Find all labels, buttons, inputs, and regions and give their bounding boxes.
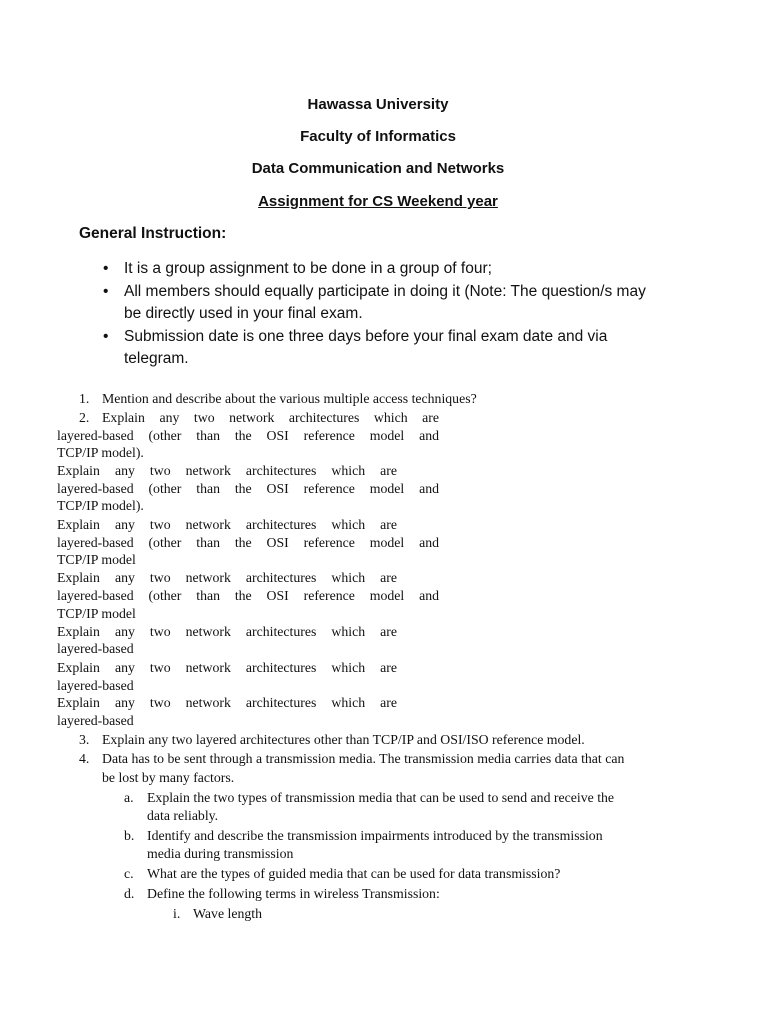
question-2-line: layered-based (other than the OSI reference model and bbox=[57, 481, 439, 496]
question-2-line: layered-based (other than the OSI reference model and bbox=[57, 535, 439, 550]
instruction-list bbox=[98, 258, 688, 371]
instruction-text: telegram. bbox=[124, 350, 189, 367]
course-title: Data Communication and Networks bbox=[251, 160, 505, 177]
assignment-title-text: Assignment for CS Weekend year bbox=[258, 193, 498, 210]
question-2-line: TCP/IP model). bbox=[57, 498, 144, 513]
instruction-text: It is a group assignment to be done in a group of four; bbox=[124, 260, 492, 277]
bullet-icon: • bbox=[103, 283, 109, 300]
question-2-line: layered-based bbox=[57, 713, 134, 728]
faculty-title: Faculty of Informatics bbox=[300, 128, 456, 145]
question-3-text: Explain any two layered architectures other than TCP/IP and OSI/ISO reference model. bbox=[102, 732, 585, 747]
question-2-line: layered-based (other than the OSI reference model and bbox=[57, 428, 439, 443]
sub-sub-question-label: i. bbox=[173, 906, 181, 921]
question-2-line: TCP/IP model bbox=[57, 606, 136, 621]
sub-question-text: media during transmission bbox=[147, 846, 294, 861]
sub-question-text: Define the following terms in wireless Transmission: bbox=[147, 886, 440, 901]
bullet-icon: • bbox=[103, 260, 109, 277]
sub-question-text: data reliably. bbox=[147, 808, 219, 823]
question-3-number: 3. bbox=[79, 732, 90, 747]
question-2-number: 2. bbox=[79, 410, 90, 425]
instruction-item bbox=[98, 326, 688, 370]
sub-question-text: What are the types of guided media that can be used for data transmission? bbox=[147, 866, 561, 881]
question-2-line: TCP/IP model bbox=[57, 552, 136, 567]
question-2-first-line: Explain any two network architectures which are bbox=[102, 410, 439, 425]
question-2-line: layered-based (other than the OSI reference model and bbox=[57, 588, 439, 603]
question-2-line: Explain any two network architectures which are bbox=[57, 624, 397, 639]
instruction-item bbox=[98, 281, 688, 325]
instruction-text: be directly used in your final exam. bbox=[124, 305, 363, 322]
sub-sub-question-text: Wave length bbox=[193, 906, 262, 921]
question-1-text: Mention and describe about the various multiple access techniques? bbox=[102, 391, 477, 406]
question-2-line: layered-based bbox=[57, 678, 134, 693]
question-number: 1. bbox=[79, 391, 90, 406]
assignment-title bbox=[0, 193, 756, 210]
sub-question-label: a. bbox=[124, 790, 134, 805]
question-2-line: TCP/IP model). bbox=[57, 445, 144, 460]
question-2-line: Explain any two network architectures which are bbox=[57, 517, 397, 532]
question-4-number: 4. bbox=[79, 751, 90, 766]
bullet-icon: • bbox=[103, 328, 109, 345]
question-4-text: be lost by many factors. bbox=[102, 770, 235, 785]
instruction-text: All members should equally participate in doing it (Note: The question/s may bbox=[124, 283, 646, 300]
question-1 bbox=[79, 390, 89, 408]
sub-question-text: Explain the two types of transmission media that can be used to send and receive the bbox=[147, 790, 615, 805]
sub-question-label: b. bbox=[124, 828, 135, 843]
question-2-line: Explain any two network architectures which are bbox=[57, 570, 397, 585]
question-2-line: layered-based bbox=[57, 641, 134, 656]
general-instruction-heading: General Instruction: bbox=[79, 225, 227, 242]
sub-question-label: d. bbox=[124, 886, 135, 901]
question-2-line: Explain any two network architectures which are bbox=[57, 463, 397, 478]
question-2-line: Explain any two network architectures which are bbox=[57, 695, 397, 710]
university-title: Hawassa University bbox=[307, 96, 449, 113]
instruction-text: Submission date is one three days before your final exam date and via bbox=[124, 328, 608, 345]
instruction-item bbox=[98, 258, 688, 280]
question-2-line: Explain any two network architectures which are bbox=[57, 660, 397, 675]
question-4-text: Data has to be sent through a transmission media. The transmission media carries data that can bbox=[102, 751, 625, 766]
sub-question-text: Identify and describe the transmission impairments introduced by the transmission bbox=[147, 828, 603, 843]
sub-question-label: c. bbox=[124, 866, 134, 881]
